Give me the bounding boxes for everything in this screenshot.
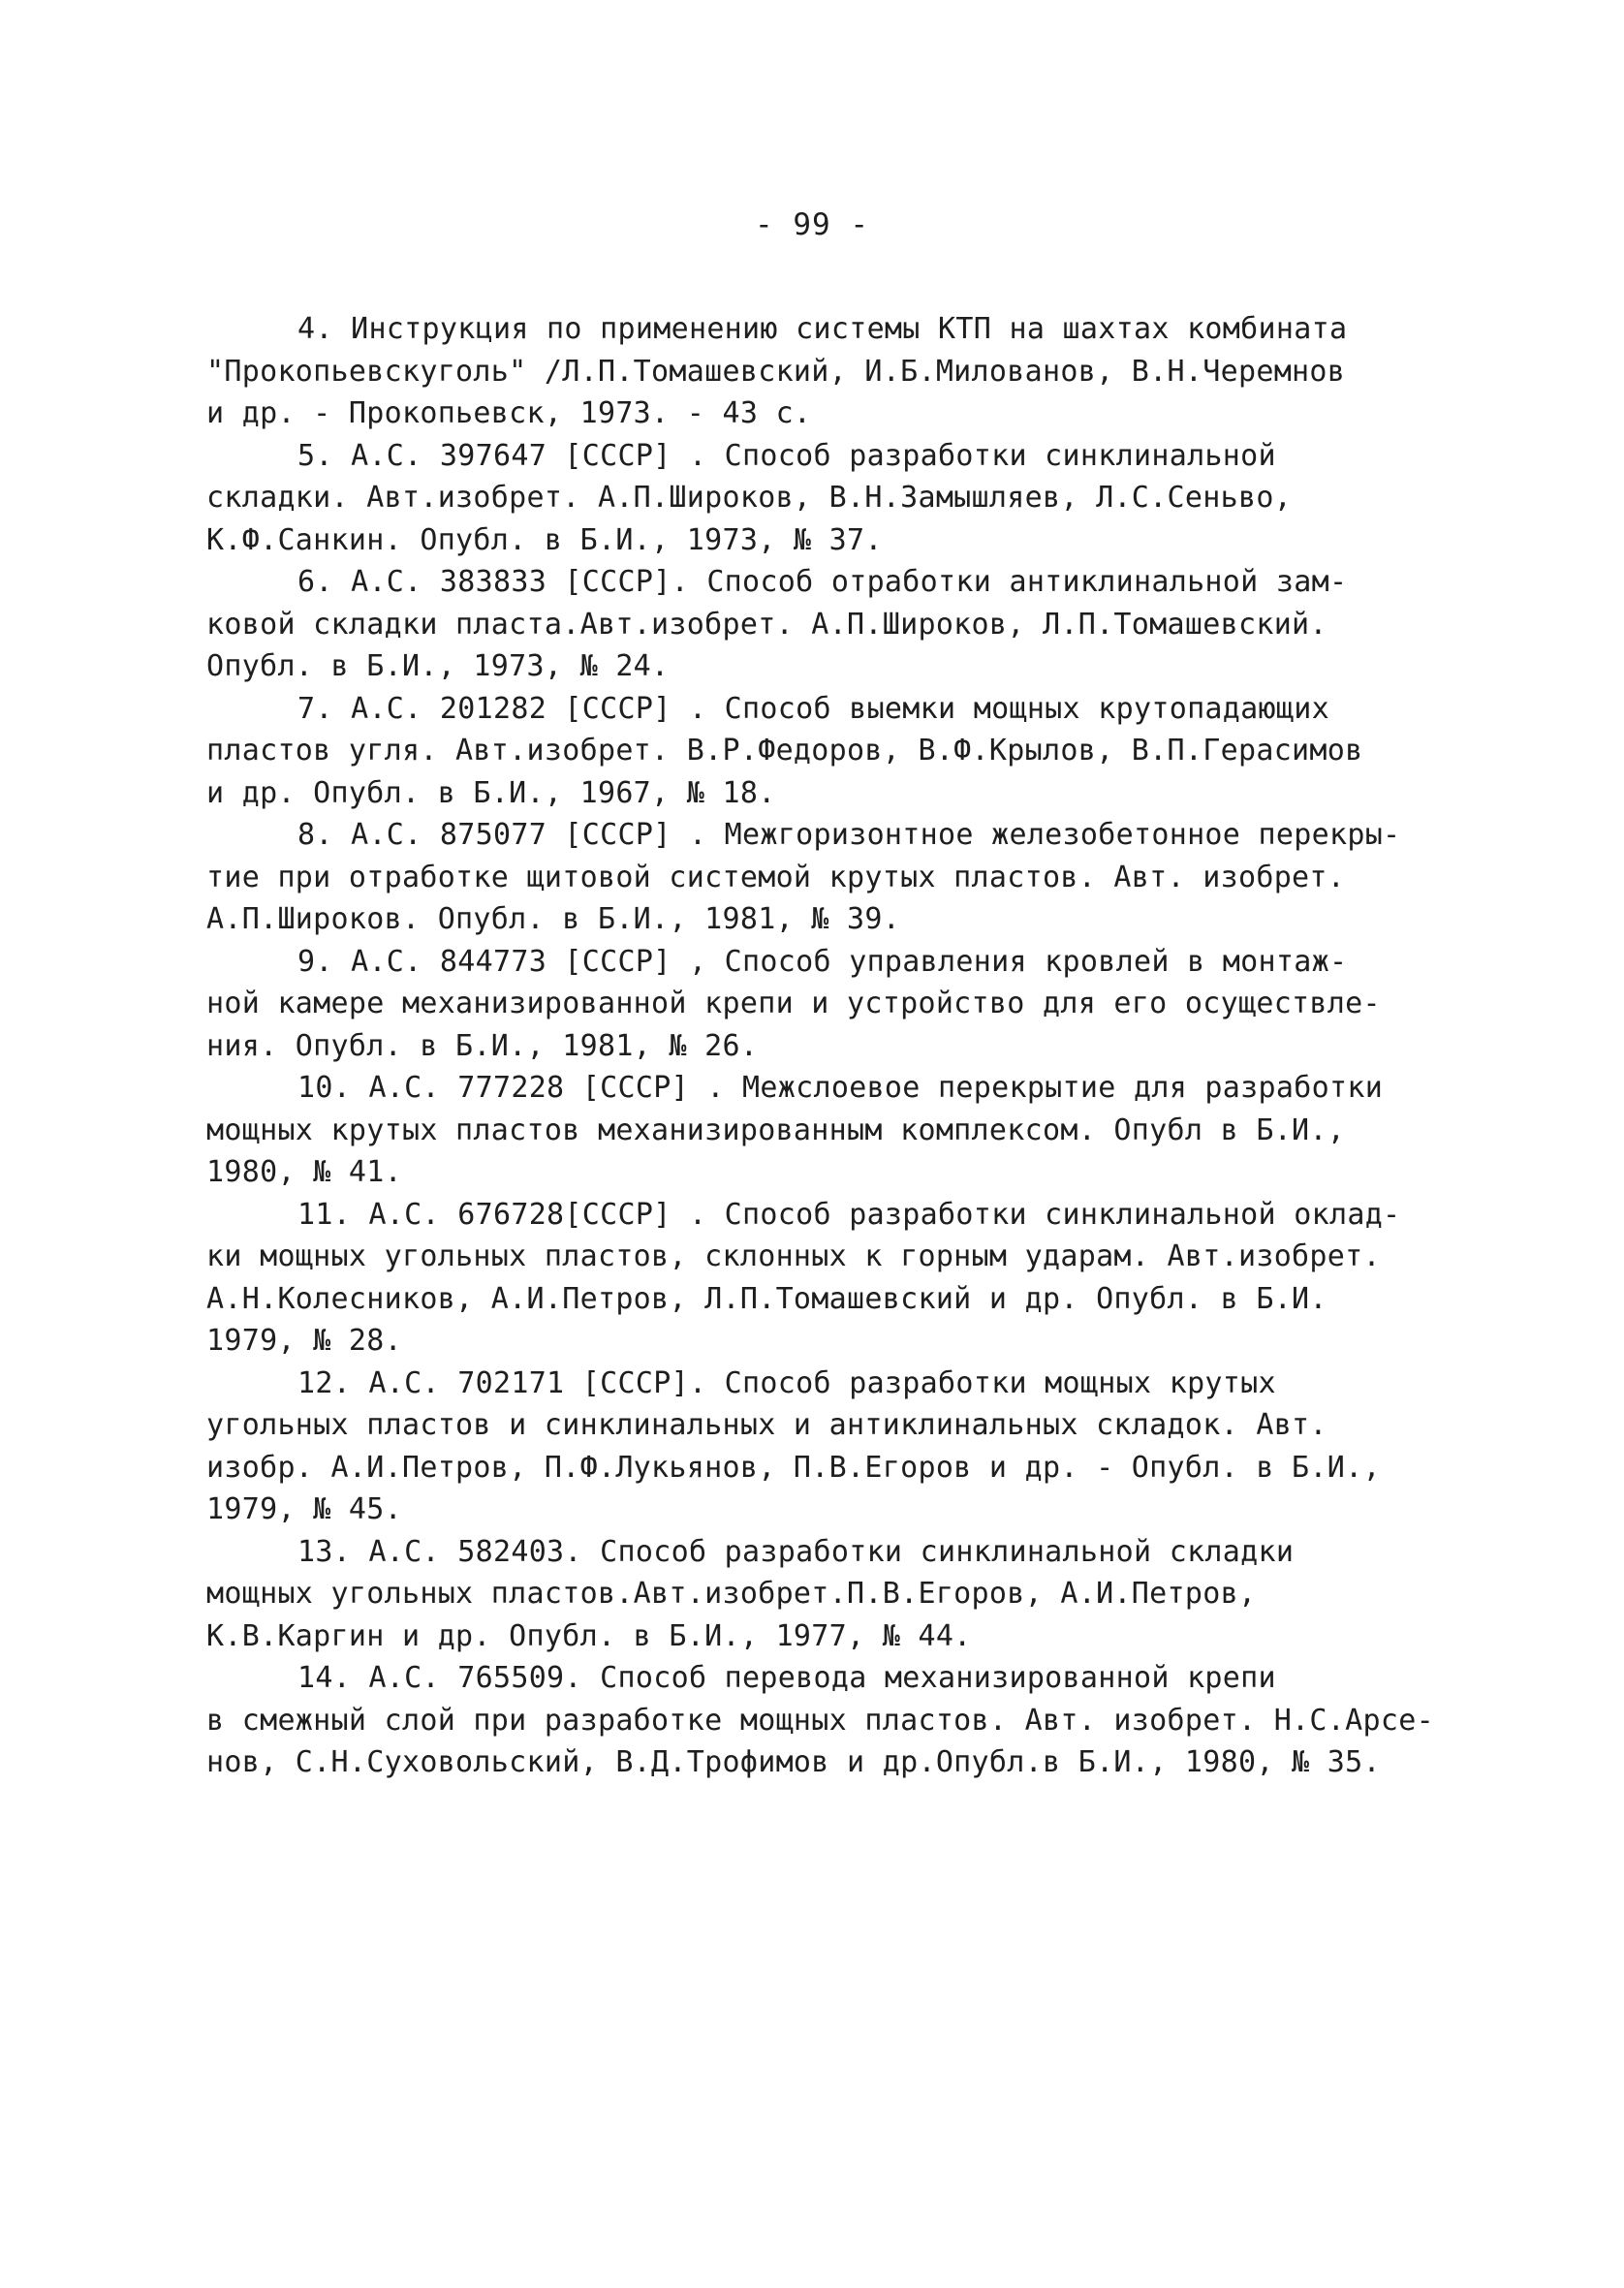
reference-item: 7. А.С. 201282 [СССР] . Способ выемки мощных крутопадающих пластов угля. Авт.изобрет. В.Р.Федоров, В.Ф.Крылов, В.П.Герасимов и др. Опубл. в Б.И., 1967, № 18.: [206, 691, 1363, 810]
page-number: - 99 -: [755, 207, 869, 242]
reference-list: [206, 308, 1466, 1784]
reference-item: 11. А.С. 676728[СССР] . Способ разработки синклинальной оклад- ки мощных угольных пластов, склонных к горным ударам. Авт.изобрет. А.Н.Колесников, А.И.Петров, Л.П.Томашевский и др. Опубл. в Б.И. 1979, № 28.: [206, 1197, 1401, 1358]
reference-item: 6. А.С. 383833 [СССР]. Способ отработки антиклинальной зам- ковой складки пласта.Авт.изобрет. А.П.Широков, Л.П.Томашевский. Опубл. в Б.И., 1973, № 24.: [206, 565, 1348, 683]
reference-item: 13. А.С. 582403. Способ разработки синклинальной складки мощных угольных пластов.Авт.изобрет.П.В.Егоров, А.И.Петров, К.В.Каргин и др. Опубл. в Б.И., 1977, № 44.: [206, 1534, 1295, 1653]
reference-item: 8. А.С. 875077 [СССР] . Межгоризонтное железобетонное перекры- тие при отработке щитовой системой крутых пластов. Авт. изобрет. А.П.Широков. Опубл. в Б.И., 1981, № 39.: [206, 818, 1401, 936]
reference-item: 4. Инструкция по применению системы КТП на шахтах комбината "Прокопьевскуголь" /Л.П.Томашевский, И.Б.Милованов, В.Н.Черемнов и др. - Прокопьевск, 1973. - 43 с.: [206, 312, 1348, 430]
reference-item: 9. А.С. 844773 [СССР] , Способ управления кровлей в монтаж- ной камере механизированной крепи и устройство для его осуществле- ния. Опубл. в Б.И., 1981, № 26.: [206, 944, 1381, 1063]
reference-item: 14. А.С. 765509. Способ перевода механизированной крепи в смежный слой при разработке мощных пластов. Авт. изобрет. Н.С.Арсе- нов, С.Н.Суховольский, В.Д.Трофимов и др.Опубл.в Б.И., 1980, № 35.: [206, 1661, 1434, 1779]
reference-item: 5. А.С. 397647 [СССР] . Способ разработки синклинальной складки. Авт.изобрет. А.П.Широков, В.Н.Замышляев, Л.С.Сеньво, К.Ф.Санкин. Опубл. в Б.И., 1973, № 37.: [206, 438, 1293, 557]
reference-item: 10. А.С. 777228 [СССР] . Межслоевое перекрытие для разработки мощных крутых пластов механизированным комплексом. Опубл в Б.И., 1980, № 41.: [206, 1071, 1384, 1189]
reference-item: 12. А.С. 702171 [СССР]. Способ разработки мощных крутых угольных пластов и синклинальных и антиклинальных складок. Авт. изобр. А.И.Петров, П.Ф.Лукьянов, П.В.Егоров и др. - Опубл. в Б.И., 1979, № 45.: [206, 1365, 1381, 1526]
